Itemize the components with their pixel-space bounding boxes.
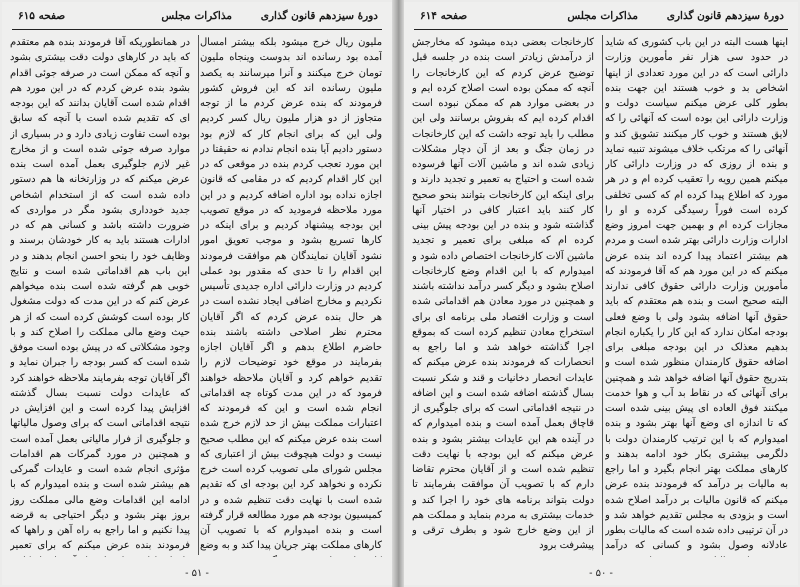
header-rule — [414, 29, 788, 30]
header-session: دورهٔ سیزدهم قانون گذاری — [666, 10, 784, 22]
text-column-right — [200, 35, 382, 557]
page-number: - ۵۱ - — [185, 568, 209, 579]
header-page-label: صفحه ۶۱۴ — [420, 10, 468, 22]
page-header — [12, 8, 382, 28]
column-text: کارخانجات بعضی دیده میشود که مخارجش از درآمدش زیادتر است بنده در جلسه قبل توضیح عرض کردم که این کارخانجات را آنچه که ممکن بوده است اصلاح کرده ایم و در بعضی موارد هم که ممکن نبوده است اقدام کرده ایم که بفروش برسانند ولی این مطلب را باید توجه داشت که این کارخانجات در زمان جنگ و بعد از آن دچار مشکلات زیادی شده اند و ماشین آلات آنها فرسوده شده است و احتیاج به تعمیر و تجدید دارند و برای اینکه این کارخانجات بتوانند بنحو صحیح کار کنند باید اعتبار کافی در اختیار آنها گذاشته شود و بنده در این بودجه پیش بینی کرده ام که مبلغی برای تعمیر و تجدید ماشین آلات کارخانجات اختصاص داده شود و امیدوارم که با این اقدام وضع کارخانجات اصلاح بشود و دیگر کسر درآمد نداشته باشند و همچنین در مورد معادن هم اقداماتی شده است و وزارت اقتصاد ملی برنامه ای برای استخراج معادن تنظیم کرده است که بموقع اجرا گذاشته خواهد شد و اما راجع به انحصارات که فرمودند بنده عرض میکنم که عایدات انحصار دخانیات و قند و شکر نسبت بسال گذشته اضافه شده است و این اضافه در نتیجه اقداماتی است که برای جلوگیری از قاچاق بعمل آمده است و بنده امیدوارم که در آینده هم این عایدات بیشتر بشود و بنده عرض میکنم که این بودجه با نهایت دقت تنظیم شده است و از آقایان محترم تقاضا دارم که با تصویب آن موافقت بفرمایند تا دولت بتواند برنامه های خود را اجرا کند و خدمات بیشتری به مردم بنماید و مملکت هم از این وضع خارج شود و بطرف ترقی و پیشرفت برود — [412, 37, 594, 552]
column-text: در همانطوریکه آقا فرمودند بنده هم معتقدم که باید در کارهای دولت دقت بیشتری بشود و آنچه که ممکن است در صرفه جوئی اقدام بشود بنده عرض کردم که در این مورد هم اقدام شده است آقایان بدانند که این بودجه ای که تقدیم شده است با آنچه که سابق بوده است تفاوت زیادی دارد و در بسیاری از موارد صرفه جوئی شده است و از مخارج غیر لازم جلوگیری بعمل آمده است بنده عرض میکنم که در وزارتخانه ها هم دستور داده شده است که از استخدام اشخاص جدید خودداری بشود مگر در مواردی که ضرورت داشته باشد و کسانی هم که در ادارات هستند باید به کار خودشان برسند و وظایف خود را بنحو احسن انجام بدهند و در این باب هم اقداماتی شده است و نتایج خوبی هم گرفته شده است بنده میخواهم عرض کنم که در این مدت که دولت مشغول کار بوده است کوشش کرده است که از هر حیث وضع مالی مملکت را اصلاح کند و با وجود مشکلاتی که در پیش بوده است موفق شده است که کسر بودجه را جبران نماید و اگر آقایان توجه بفرمایند ملاحظه خواهند کرد که عایدات دولت نسبت بسال گذشته افزایش پیدا کرده است و این افزایش در نتیجه اقداماتی است که برای وصول مالیاتها و جلوگیری از فرار مالیاتی بعمل آمده است و همچنین در مورد گمرکات هم اقدامات مؤثری انجام شده است و عایدات گمرکی هم بیشتر شده است و بنده امیدوارم که با ادامه این اقدامات وضع مالی مملکت روز بروز بهتر بشود و دیگر احتیاجی به قرضه پیدا نکنیم و اما راجع به راه آهن و راهها که فرمودند بنده عرض میکنم که برای تعمیر — [10, 37, 190, 552]
column-divider — [602, 35, 603, 555]
header-session: دورهٔ سیزدهم قانون گذاری — [260, 10, 378, 22]
text-column-left — [10, 35, 190, 557]
header-title: مذاکرات مجلس — [567, 10, 638, 22]
header-page-label: صفحه ۶۱۵ — [18, 10, 66, 22]
header-rule — [12, 29, 382, 30]
page-615 — [2, 2, 392, 585]
text-column-left — [412, 35, 594, 557]
column-text: ملیون ریال خرج میشود بلکه بیشتر امسال آمده بود رسانده اند بدوست وینجاه ملیون تومان خرج میکنند و آنرا میرسانند به یکصد ملیون رسانده اند که این فروش کشور فرمودند که بنده عرض کردم ما از توجه متجاوز از دو هزار ملیون ریال کسر کردیم ولی این که برای انجام کار که لازم بود دستور دادیم آیا بنده انجام ندادم نه حقیقتا در این مورد تعجب کردم بنده در موقعی که در این کار اقدام کردیم که در مقامی که قانون اجازه نداده بود اداره اضافه کردیم و در این مورد ملاحظه فرمودید که در موقع تصویب این بودجه پیشنهاد کردیم و برای اینکه در کارها تسریع بشود و موجب تعویق امور نشود آقایان نمایندگان هم موافقت فرمودند این اقدام را تا حدی که مقدور بود عملی کردیم در وزارت دارائی اداره جدیدی تأسیس نکردیم و مخارج اضافی ایجاد نشده است در هر حال بنده عرض کردم که اگر آقایان محترم نظر اصلاحی داشته باشند بنده حاضرم اطلاع بدهم و اگر آقایان اجازه بفرمایند در موقع خود توضیحات لازم را تقدیم خواهم کرد و آقایان ملاحظه خواهند فرمود که در این مدت کوتاه چه اقداماتی انجام شده است و این که فرمودند که اعتبارات مملکت بیش از حد لازم خرج شده است بنده عرض میکنم که این مطلب صحیح نیست و دولت هیچوقت بیش از اعتباری که مجلس شورای ملی تصویب کرده است خرج نکرده و نخواهد کرد این بودجه ای که تقدیم شده است با نهایت دقت تنظیم شده و در کمیسیون بودجه هم مورد مطالعه قرار گرفته است و بنده امیدوارم که با تصویب آن کارهای مملکت بهتر جریان پیدا کند و به وضع — [200, 37, 382, 552]
column-divider — [198, 35, 199, 555]
text-column-right — [605, 35, 788, 557]
column-text: اینها هست البته در این باب کشوری که شاید در حدود سی هزار نفر مأمورین وزارت دارائی است که در این مورد تعدادی از اینها اشخاص بد و خوب هستند این جهت بنده بطور کلی عرض میکنم سیاست دولت و وزارت دارائی این بوده است که آنهائی را که لایق هستند و خوب کار میکنند تشویق کند و آنهائی را که مرتکب خلاف میشوند تنبیه نماید و بنده از روزی که در وزارت دارائی کار میکنم همین رویه را تعقیب کرده ام و در هر مورد که اطلاع پیدا کرده ام که کسی تخلفی کرده است فوراً رسیدگی کرده و او را مجازات کرده ام و بهمین جهت امروز وضع ادارات وزارت دارائی بهتر شده است و مردم هم بیشتر اعتماد پیدا کرده اند بنده عرض میکنم که در این مورد هم که آقا فرمودند که مأمورین وزارت دارائی حقوق کافی ندارند البته صحیح است و بنده هم معتقدم که باید حقوق آنها اضافه بشود ولی با وضع فعلی بودجه امکان ندارد که این کار را یکباره انجام بدهیم معذلک در این بودجه مبلغی برای اضافه حقوق کارمندان منظور شده است و بتدریج حقوق آنها اضافه خواهد شد و همچنین برای آنهائی که در نقاط بد آب و هوا خدمت میکنند فوق العاده ای پیش بینی شده است که تا اندازه ای وضع آنها بهتر بشود و بنده امیدوارم که با این ترتیب کارمندان دولت با دلگرمی بیشتری بکار خود ادامه بدهند و کارهای مملکت بهتر انجام بگیرد و اما راجع به مالیات بر درآمد که فرمودند بنده عرض میکنم که قانون مالیات بر درآمد اصلاح شده است و بزودی به مجلس تقدیم خواهد شد و در آن ترتیبی داده شده است که مالیات بطور عادلانه وصول بشود و کسانی که درآمد — [605, 37, 788, 552]
page-614 — [404, 2, 798, 585]
page-header — [414, 8, 788, 28]
page-number: - ۵۰ - — [589, 568, 613, 579]
book-gutter — [392, 0, 404, 587]
header-title: مذاکرات مجلس — [161, 10, 232, 22]
